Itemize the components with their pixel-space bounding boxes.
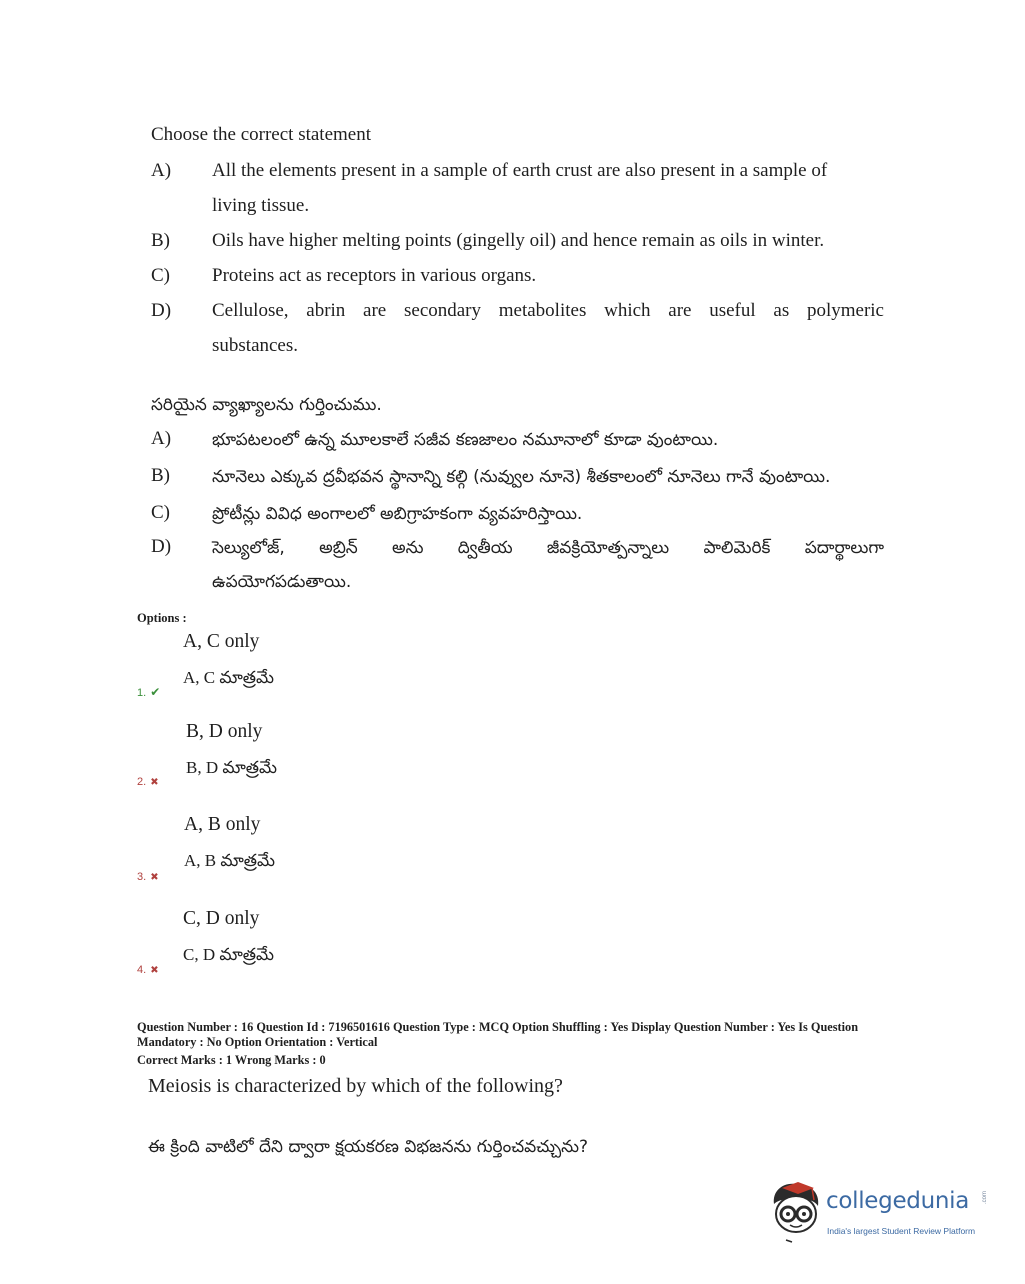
- choice-4-number-text: 4.: [137, 964, 147, 976]
- cross-icon: ✖: [150, 872, 159, 883]
- statement-a-text: All the elements present in a sample of earth crust are also present in a sample of: [212, 160, 828, 181]
- choice-2-telugu[interactable]: B, D మాత్రమే: [186, 758, 278, 777]
- telugu-statement-d-letter: D): [151, 536, 172, 557]
- telugu-statement-a-letter: A): [151, 428, 172, 449]
- mascot-icon: [766, 1178, 826, 1244]
- telugu-statement-c-text: ప్రోటీన్లు వివిధ అంగాలలో అబిగ్రాహకంగా వ్యవహరిస్తాయి.: [212, 504, 583, 524]
- choice-3-english[interactable]: A, B only: [184, 814, 261, 835]
- choice-4-english[interactable]: C, D only: [183, 908, 260, 929]
- question-marks: Correct Marks : 1 Wrong Marks : 0: [137, 1053, 326, 1067]
- question-title: Choose the correct statement: [151, 124, 372, 145]
- telugu-statement-a-text: భూపటలంలో ఉన్న మూలకాలే సజీవ కణజాలం నమూనాలో కూడా వుంటాయి.: [212, 430, 719, 450]
- telugu-statement-b-text: నూనెలు ఎక్కువ ద్రవీభవన స్థానాన్ని కల్గి (నువ్వుల నూనె) శీతకాలంలో నూనెలు గానే వుంటాయి.: [212, 467, 831, 487]
- next-question-text: Meiosis is characterized by which of the following?: [148, 1075, 563, 1097]
- choice-1-number-text: 1.: [137, 687, 147, 699]
- statement-d-text: Cellulose, abrin are secondary metabolites which are useful as polymeric: [212, 300, 884, 321]
- question-meta: Question Number : 16 Question Id : 7196501616 Question Type : MCQ Option Shuffling : Yes Display Question Number : Yes Is Question Mandatory : No Option Orientation : Vertical: [137, 1020, 859, 1049]
- telugu-statement-d-text: సెల్యులోజ్, అబ్రిన్ అను ద్వితీయ జీవక్రియోత్పన్నాలు పాలిమెరిక్ పదార్థాలుగా: [212, 538, 884, 558]
- choice-4-number: [137, 964, 159, 976]
- statement-b-text: Oils have higher melting points (gingelly oil) and hence remain as oils in winter.: [212, 230, 825, 251]
- collegedunia-logo: [766, 1178, 996, 1248]
- next-question-telugu-text: ఈ క్రింది వాటిలో దేని ద్వారా క్షయకరణ విభజనను గుర్తించవచ్చును?: [148, 1137, 589, 1157]
- cross-icon: ✖: [150, 777, 159, 788]
- statement-c-letter: C): [151, 265, 170, 286]
- choice-4-telugu[interactable]: C, D మాత్రమే: [183, 945, 275, 964]
- statement-a-text-cont: living tissue.: [212, 195, 310, 216]
- statement-d-text-cont: substances.: [212, 335, 299, 356]
- telugu-statement-d-text-cont: ఉపయోగపడుతాయి.: [212, 572, 352, 592]
- choice-2-english[interactable]: B, D only: [186, 721, 263, 742]
- choice-2-number: [137, 776, 159, 788]
- choice-1-number: [137, 685, 160, 699]
- brand-com: .com: [982, 1190, 988, 1204]
- statement-a-letter: A): [151, 160, 172, 181]
- brand-tagline: India's largest Student Review Platform: [827, 1226, 976, 1236]
- choice-2-number-text: 2.: [137, 776, 147, 788]
- choice-3-telugu[interactable]: A, B మాత్రమే: [184, 851, 276, 870]
- statement-b-letter: B): [151, 230, 170, 251]
- choice-3-number-text: 3.: [137, 871, 147, 883]
- choice-1-english[interactable]: A, C only: [183, 631, 260, 652]
- telugu-question-title: సరియైన వ్యాఖ్యాలను గుర్తించుము.: [151, 395, 382, 415]
- cross-icon: ✖: [150, 965, 159, 976]
- brand-name: collegedunia: [826, 1188, 970, 1214]
- check-icon: ✔: [150, 685, 161, 699]
- choice-3-number: [137, 871, 159, 883]
- options-label: Options :: [137, 611, 187, 625]
- telugu-statement-b-letter: B): [151, 465, 170, 486]
- telugu-statement-c-letter: C): [151, 502, 170, 523]
- statement-d-letter: D): [151, 300, 172, 321]
- choice-1-telugu[interactable]: A, C మాత్రమే: [183, 668, 275, 687]
- statement-c-text: Proteins act as receptors in various organs.: [212, 265, 537, 286]
